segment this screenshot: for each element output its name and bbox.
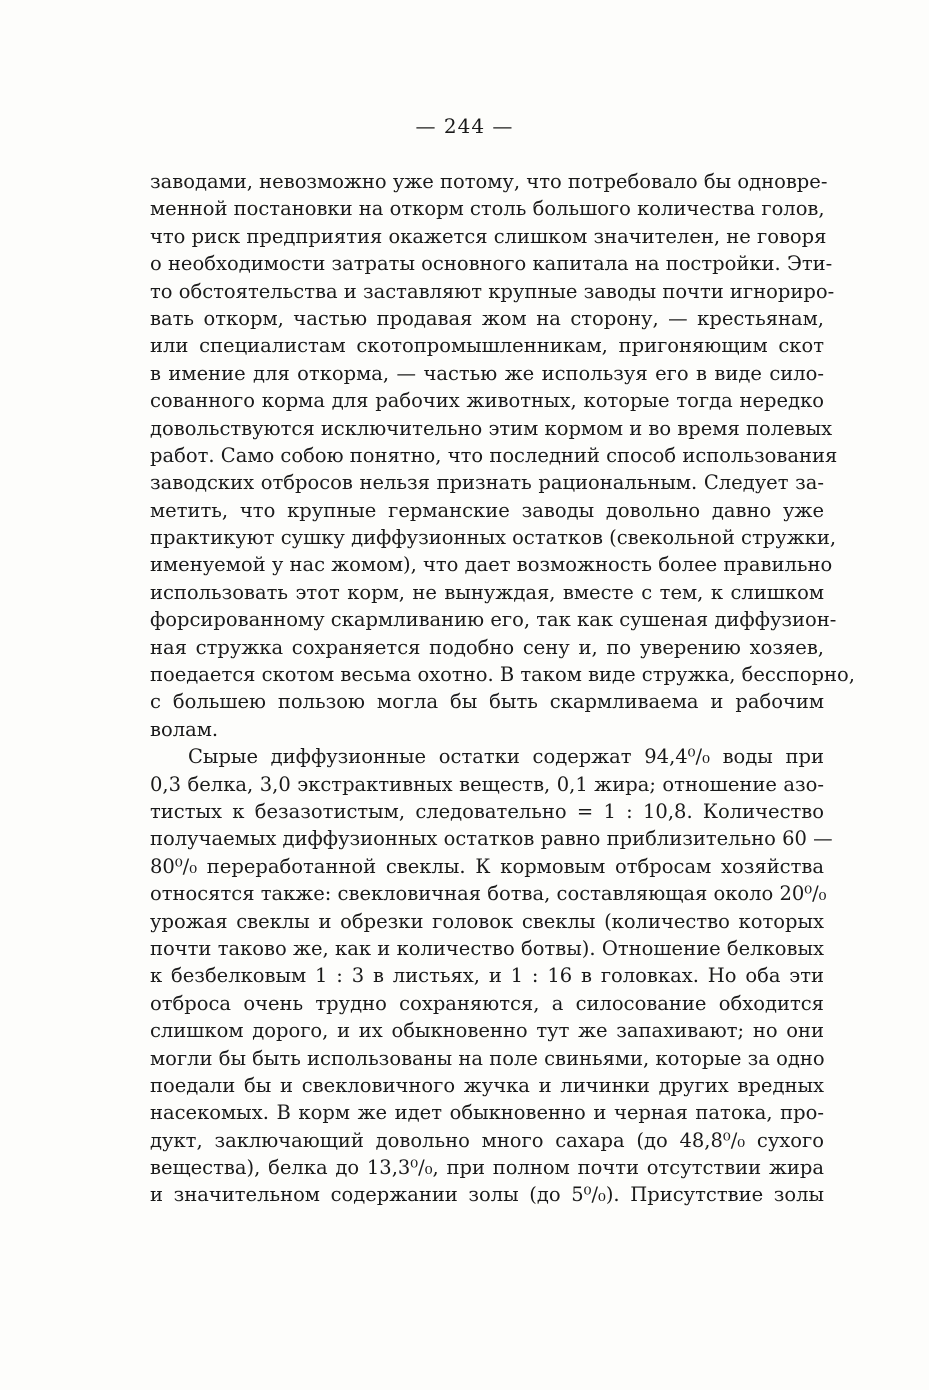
text-line: заводами, невозможно уже потому, что потребовало бы одновре- [150,170,828,193]
text-line: 0,3 белка, 3,0 экстрактивных веществ, 0,1 жира; отношение азо- [150,772,824,796]
text-line: насекомых. В корм же идет обыкновенно и черная патока, про- [150,1101,824,1125]
text-line: отброса очень трудно сохраняются, а силосование обходится [150,991,824,1015]
text-line: слишком дорого, и их обыкновенно тут же запахивают; но они [150,1019,824,1043]
text-line: с большею пользою могла бы быть скармливаема и рабочим [150,690,824,714]
text-line: 80⁰/₀ переработанной свеклы. К кормовым отбросам хозяйства [150,854,824,878]
text-line: поедали бы и свекловичного жучка и личинки других вредных [150,1073,824,1097]
paragraph-end-line: волам. [150,717,219,741]
text-line: и значительном содержании золы (до 5⁰/₀). Присутствие золы [150,1183,824,1207]
text-line: довольствуются исключительно этим кормом и во время полевых [150,416,833,440]
text-line: то обстоятельства и заставляют крупные заводы почти игнориро- [150,279,835,303]
text-line: заводских отбросов нельзя признать рациональным. Следует за- [150,471,824,495]
text-line: ная стружка сохраняется подобно сену и, по уверению хозяев, [150,635,824,659]
text-line: сованного корма для рабочих животных, которые тогда нередко [150,389,824,413]
text-line: форсированному скармливанию его, так как сушеная диффузион- [150,608,837,632]
text-line: что риск предприятия окажется слишком значителен, не говоря [150,224,827,248]
text-line: или специалистам скотопромышленникам, пригоняющим скот [150,334,824,358]
text-line: практикуют сушку диффузионных остатков (свекольной стружки, [150,526,837,550]
text-line: вещества), белка до 13,3⁰/₀, при полном почти отсутствии жира [150,1156,824,1180]
body-text [150,168,855,1209]
text-line: поедается скотом весьма охотно. В таком виде стружка, бесспорно, [150,663,855,687]
text-line: почти таково же, как и количество ботвы). Отношение белковых [150,936,824,960]
text-line: относятся также: свекловичная ботва, составляющая около 20⁰/₀ [150,882,827,906]
text-line: о необходимости затраты основного капитала на постройки. Эти- [150,252,833,276]
text-line: тистых к безазотистым, следовательно = 1 : 10,8. Количество [150,799,824,823]
text-line: менной постановки на откорм столь большого количества голов, [150,197,825,221]
text-line: именуемой у нас жомом), что дает возможность более правильно [150,553,833,577]
text-line: работ. Само собою понятно, что последний способ использования [150,443,838,467]
text-line: использовать этот корм, не вынуждая, вместе с тем, к слишком [150,580,824,604]
text-line: метить, что крупные германские заводы довольно давно уже [150,498,824,522]
text-line: получаемых диффузионных остатков равно приблизительно 60 — [150,827,833,851]
text-line: к безбелковым 1 : 3 в листьях, и 1 : 16 в головках. Но оба эти [150,964,824,988]
text-line: вать откорм, частью продавая жом на сторону, — крестьянам, [150,306,824,330]
paragraph-start-line: Сырые диффузионные остатки содержат 94,4⁰/₀ воды при [188,745,824,769]
text-line: урожая свеклы и обрезки головок свеклы (количество которых [150,909,824,933]
text-line: в имение для откорма, — частью же используя его в виде сило- [150,361,824,385]
text-line: дукт, заключающий довольно много сахара (до 48,8⁰/₀ сухого [150,1128,824,1152]
page-number: — 244 — [415,114,514,138]
text-line: могли бы быть использованы на поле свиньями, которые за одно [150,1046,825,1070]
